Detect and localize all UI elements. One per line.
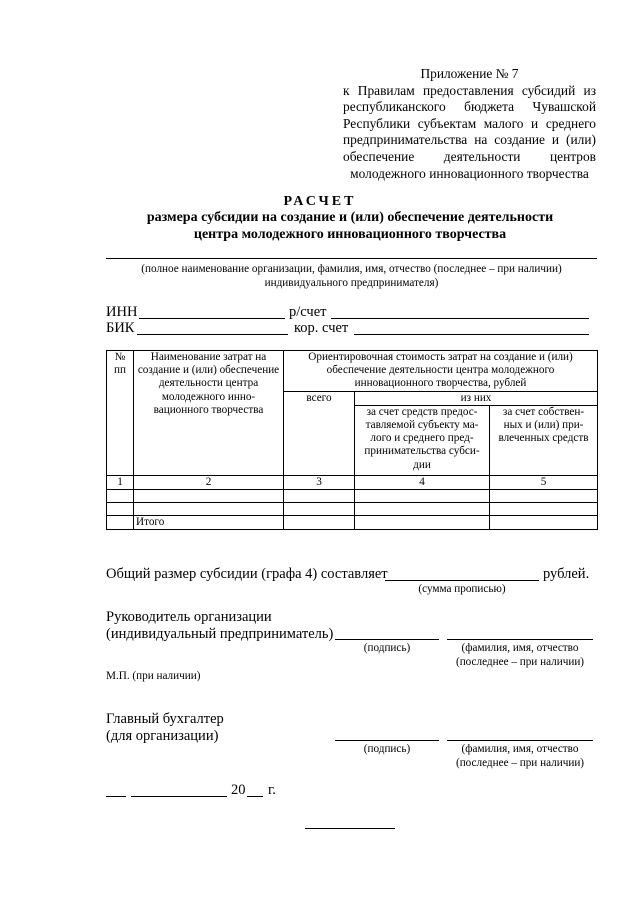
- total-sum-field[interactable]: [385, 580, 539, 581]
- fio-caption-line-1: (фамилия, имя, отчество: [461, 642, 579, 654]
- accountant-fio-caption: [447, 742, 593, 770]
- org-caption: [106, 262, 597, 290]
- header-num: № пп: [107, 351, 134, 476]
- org-name-line[interactable]: [106, 258, 597, 259]
- date-year-prefix: 20: [231, 782, 246, 798]
- date-day-field[interactable]: [106, 796, 126, 797]
- date-year-suffix: г.: [268, 782, 276, 798]
- table-row: [107, 503, 598, 516]
- subtitle-line-2: центра молодежного инновационного творчества: [193, 226, 507, 242]
- header-own: за счет собствен- ных и (или) при- влеченных средств: [490, 405, 598, 475]
- fio-caption-line-2: (последнее – при наличии): [455, 656, 585, 668]
- header-cost: Ориентировочная стоимость затрат на создание и (или) обеспечение деятельности центра молодежного инновационного творчества, рублей: [284, 351, 598, 392]
- ks-field[interactable]: [354, 334, 589, 335]
- table-cell[interactable]: [355, 503, 490, 516]
- head-signature-field[interactable]: [335, 639, 439, 640]
- table-cell[interactable]: [490, 490, 598, 503]
- accountant-fio-field[interactable]: [447, 740, 593, 741]
- stamp-place: М.П. (при наличии): [106, 670, 201, 682]
- col-number: 2: [134, 475, 284, 489]
- header-of-which: из них: [355, 391, 598, 405]
- date-month-field[interactable]: [131, 796, 227, 797]
- sum-caption: (сумма прописью): [418, 583, 506, 595]
- table-row: [107, 490, 598, 503]
- header-name: Наименование затрат на создание и (или) обеспечение деятельности центра молодежного инно- вационного творчества: [134, 351, 284, 476]
- table-cell[interactable]: [355, 490, 490, 503]
- total-label: Итого: [134, 516, 284, 530]
- appendix-text: к Правилам предоставления субсидий из республиканского бюджета Чувашской Республики субъектам малого и среднего предпринимательства на создание и (или) обеспечение деятельности центров молодежного инновационного творчества: [343, 82, 596, 181]
- bottom-separator: [305, 828, 395, 829]
- header-total: всего: [284, 391, 355, 475]
- table-cell[interactable]: [355, 516, 490, 530]
- head-fio-field[interactable]: [447, 639, 593, 640]
- total-unit: рублей.: [543, 566, 590, 582]
- col-number: 5: [490, 475, 598, 489]
- table-cell[interactable]: [284, 503, 355, 516]
- table-cell[interactable]: [107, 516, 134, 530]
- head-fio-caption: [447, 641, 593, 669]
- inn-field[interactable]: [139, 318, 285, 319]
- col-number: 3: [284, 475, 355, 489]
- accountant-label-1: Главный бухгалтер: [106, 711, 224, 727]
- date-year-field[interactable]: [247, 796, 263, 797]
- accountant-signature-field[interactable]: [335, 740, 439, 741]
- table-cell[interactable]: [284, 516, 355, 530]
- org-caption-line-2: индивидуального предпринимателя): [264, 277, 439, 289]
- head-label-1: Руководитель организации: [106, 609, 272, 625]
- ks-label: кор. счет: [294, 320, 349, 336]
- fio-caption-line-1: (фамилия, имя, отчество: [461, 743, 579, 755]
- appendix-block: [343, 66, 596, 182]
- total-text: Общий размер субсидии (графа 4) составляет: [106, 566, 388, 582]
- table-cell[interactable]: [134, 490, 284, 503]
- org-caption-line-1: (полное наименование организации, фамилия, имя, отчество (последнее – при наличии): [141, 263, 562, 275]
- table-cell[interactable]: [284, 490, 355, 503]
- inn-label: ИНН: [106, 304, 138, 320]
- header-subsidy: за счет средств предос- тавляемой субъекту ма- лого и среднего пред- принимательства субси- дии: [355, 405, 490, 475]
- rs-label: р/счет: [289, 304, 327, 320]
- cost-table: [106, 350, 598, 530]
- table-cell[interactable]: [490, 503, 598, 516]
- table-cell[interactable]: [107, 503, 134, 516]
- subtitle-line-1: размера субсидии на создание и (или) обеспечение деятельности: [146, 210, 554, 225]
- head-label-2: (индивидуальный предприниматель): [106, 626, 334, 642]
- table-cell[interactable]: [107, 490, 134, 503]
- bik-label: БИК: [106, 320, 135, 336]
- rs-field[interactable]: [331, 318, 589, 319]
- appendix-number: Приложение № 7: [420, 66, 519, 81]
- col-number: 4: [355, 475, 490, 489]
- col-number: 1: [107, 475, 134, 489]
- bik-field[interactable]: [137, 334, 288, 335]
- fio-caption-line-2: (последнее – при наличии): [455, 757, 585, 769]
- accountant-sign-caption: (подпись): [363, 743, 411, 755]
- table-header-row: [107, 351, 598, 392]
- accountant-label-2: (для организации): [106, 728, 219, 744]
- head-sign-caption: (подпись): [363, 642, 411, 654]
- table-cell[interactable]: [490, 516, 598, 530]
- total-row: [107, 516, 598, 530]
- table-cell[interactable]: [134, 503, 284, 516]
- column-numbers-row: [107, 475, 598, 489]
- document-title: РАСЧЕТ: [283, 194, 357, 209]
- document-subtitle: [100, 210, 600, 243]
